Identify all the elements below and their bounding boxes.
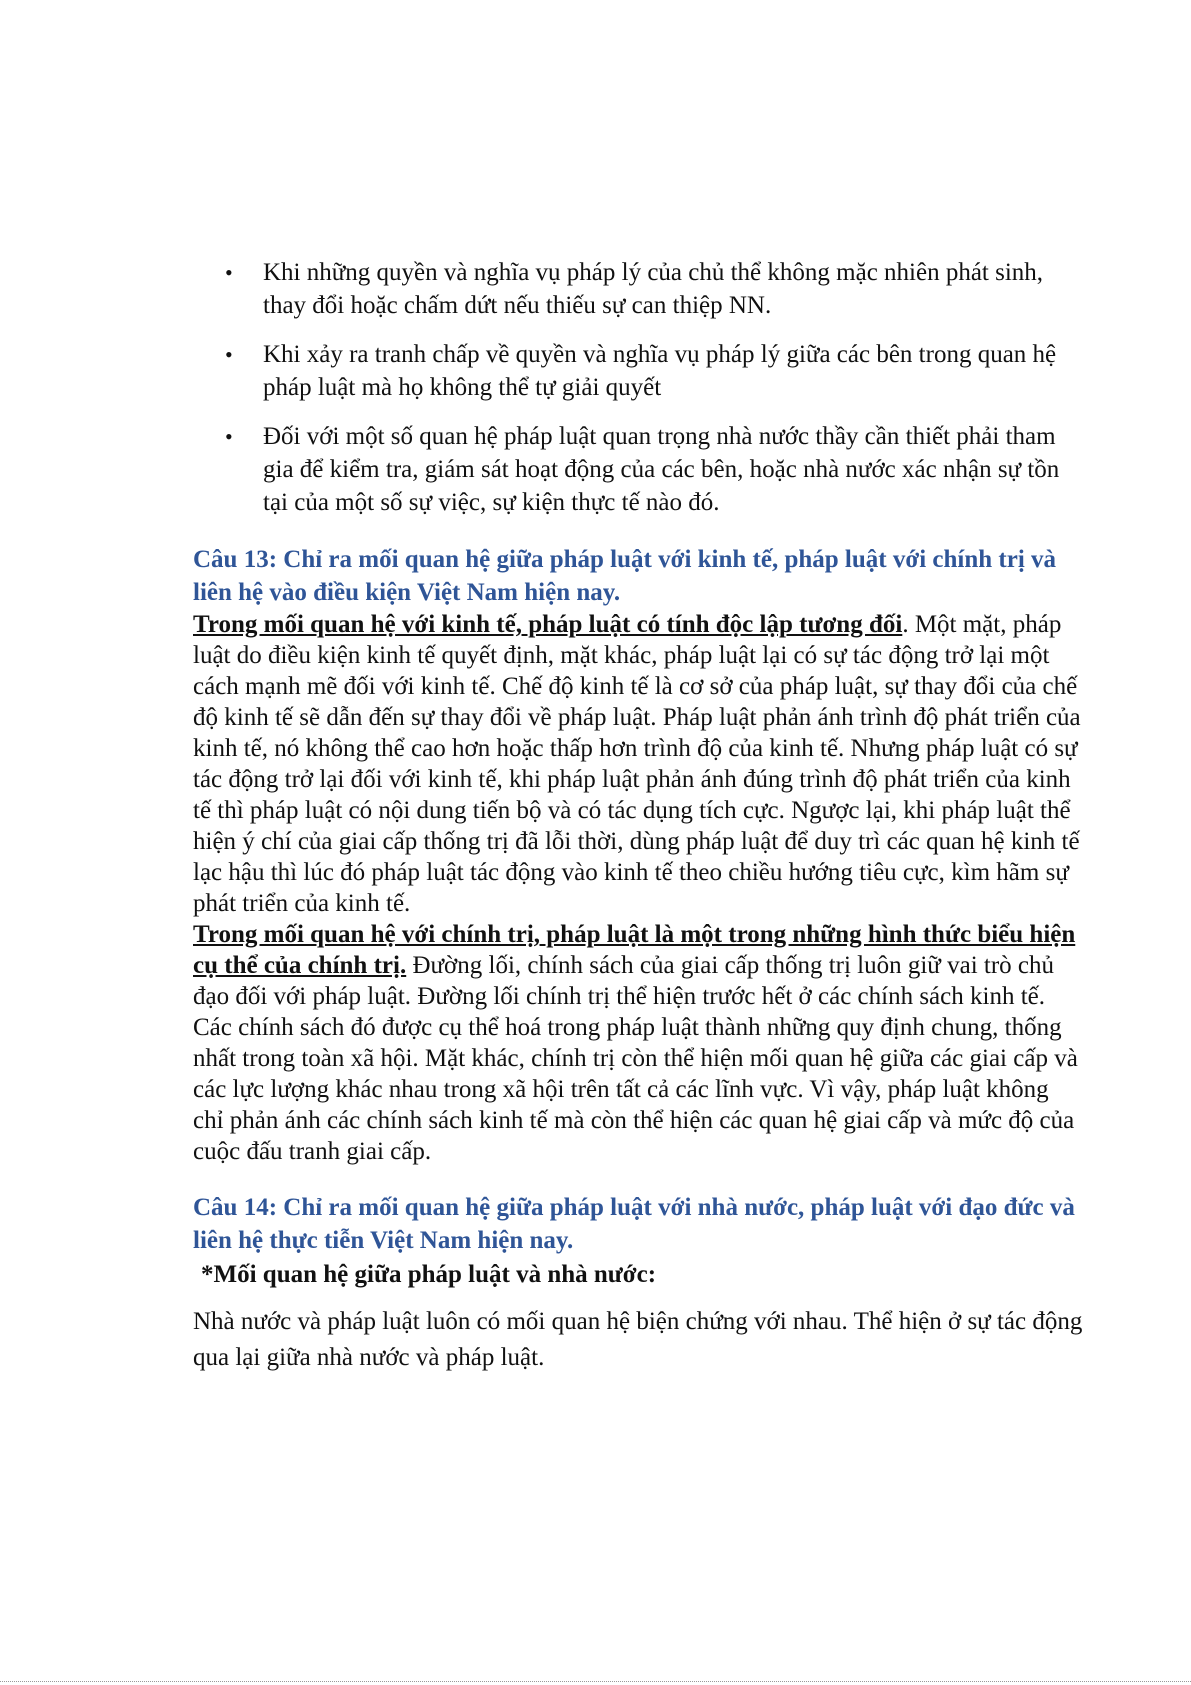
politics-lead: Trong mối quan hệ với chính trị, pháp luật là một trong những hình thức biểu hiện cụ thể của chính trị. <box>193 921 1076 979</box>
bullet-icon: • <box>225 342 233 367</box>
page-bottom-divider <box>0 1681 1191 1683</box>
bullet-icon: • <box>225 424 233 449</box>
question-13-heading: Câu 13: Chỉ ra mối quan hệ giữa pháp luật với kinh tế, pháp luật với chính trị và liên hệ vào điều kiện Việt Nam hiện nay. <box>193 546 1057 606</box>
bullet-text: Đối với một số quan hệ pháp luật quan trọng nhà nước thầy cần thiết phải tham gia để kiểm tra, giám sát hoạt động của các bên, hoặc nhà nước xác nhận sự tồn tại của một số sự việc, sự kiện thực tế nào đó. <box>263 423 1060 516</box>
economy-body: . Một mặt, pháp luật do điều kiện kinh tế quyết định, mặt khác, pháp luật lại có sự tác động trở lại một cách mạnh mẽ đối với kinh tế. Chế độ kinh tế là cơ sở của pháp luật, sự thay đổi của chế độ kinh tế sẽ dẫn đến sự thay đổi về pháp luật. Pháp luật phản ánh trình độ phát triển của kinh tế, nó không thể cao hơn hoặc thấp hơn trình độ của kinh tế. Nhưng pháp luật có sự tác động trở lại đối với kinh tế, khi pháp luật phản ánh đúng trình độ phát triển của kinh tế thì pháp luật có nội dung tiến bộ và có tác dụng tích cực. Ngược lại, khi pháp luật thể hiện ý chí của giai cấp thống trị đã lỗi thời, dùng pháp luật để duy trì các quan hệ kinh tế lạc hậu thì lúc đó pháp luật tác động vào kinh tế theo chiều hướng tiêu cực, kìm hãm sự phát triển của kinh tế. <box>193 611 1081 917</box>
economy-paragraph <box>193 609 1083 919</box>
list-item <box>193 256 1083 322</box>
list-item <box>193 420 1083 519</box>
state-law-paragraph: Nhà nước và pháp luật luôn có mối quan hệ biện chứng với nhau. Thể hiện ở sự tác động qua lại giữa nhà nước và pháp luật. <box>193 1308 1083 1371</box>
question-14-heading: Câu 14: Chỉ ra mối quan hệ giữa pháp luật với nhà nước, pháp luật với đạo đức và liên hệ thực tiễn Việt Nam hiện nay. <box>193 1194 1075 1254</box>
bullet-text: Khi những quyền và nghĩa vụ pháp lý của chủ thể không mặc nhiên phát sinh, thay đổi hoặc chấm dứt nếu thiếu sự can thiệp NN. <box>263 259 1044 319</box>
economy-lead: Trong mối quan hệ với kinh tế, pháp luật có tính độc lập tương đối <box>193 611 903 638</box>
page-content <box>193 256 1083 1376</box>
bullet-text: Khi xảy ra tranh chấp về quyền và nghĩa vụ pháp lý giữa các bên trong quan hệ pháp luật mà họ không thể tự giải quyết <box>263 341 1057 401</box>
bullet-icon: • <box>225 260 233 285</box>
politics-paragraph <box>193 919 1083 1167</box>
list-item <box>193 338 1083 404</box>
state-law-subheading: *Mối quan hệ giữa pháp luật và nhà nước: <box>201 1261 657 1288</box>
politics-body: Đường lối, chính sách của giai cấp thống trị luôn giữ vai trò chủ đạo đối với pháp luật. Đường lối chính trị thể hiện trước hết ở các chính sách kinh tế. Các chính sách đó được cụ thể hoá trong pháp luật thành những quy định chung, thống nhất trong toàn xã hội. Mặt khác, chính trị còn thể hiện mối quan hệ giữa các giai cấp và các lực lượng khác nhau trong xã hội trên tất cả các lĩnh vực. Vì vậy, pháp luật không chỉ phản ánh các chính sách kinh tế mà còn thể hiện các quan hệ giai cấp và mức độ của cuộc đấu tranh giai cấp. <box>193 952 1078 1165</box>
bullet-list <box>193 256 1083 519</box>
